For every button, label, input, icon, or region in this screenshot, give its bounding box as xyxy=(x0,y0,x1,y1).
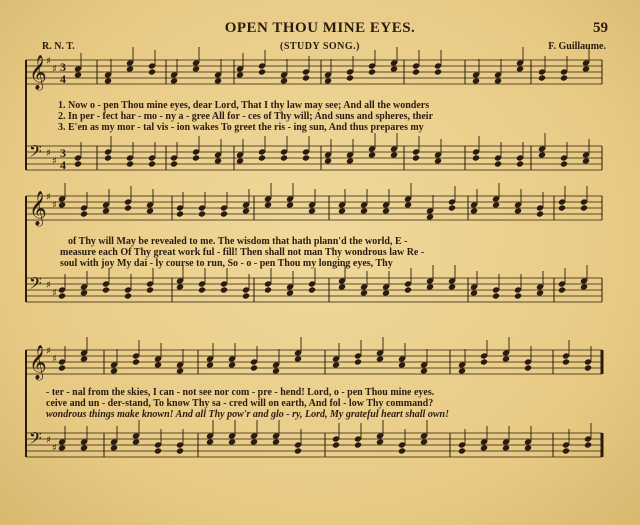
lyric-line: 1. Now o - pen Thou mine eyes, dear Lord, That I thy law may see; And all the wonders xyxy=(58,100,430,111)
note-head xyxy=(580,204,588,211)
note-head xyxy=(514,292,522,299)
lyric-line: 3. E'en as my mor - tal vis - ion wakes To greet the ris - ing sun, And thus prepares my xyxy=(58,122,424,133)
song-title: OPEN THOU MINE EYES. xyxy=(224,20,416,36)
note-head xyxy=(494,77,502,84)
sharp-icon: ♯ xyxy=(46,56,51,67)
note-head xyxy=(242,207,250,214)
treble-clef-icon: 𝄞 xyxy=(29,191,47,226)
note-head xyxy=(376,355,384,362)
note-head xyxy=(562,447,570,454)
note-head xyxy=(502,444,510,451)
note-head xyxy=(560,74,568,81)
note-head xyxy=(562,358,570,365)
note-head xyxy=(154,447,162,454)
note-head xyxy=(132,438,140,445)
note-head xyxy=(426,283,434,290)
sharp-icon: ♯ xyxy=(46,148,51,159)
note-head xyxy=(412,68,420,75)
note-head xyxy=(110,444,118,451)
note-head xyxy=(472,154,480,161)
note-head xyxy=(170,77,178,84)
note-head xyxy=(560,160,568,167)
lyric-line: ceive and un - der-stand, To know Thy sa - cred will on earth, And fol - low Thy command? xyxy=(46,398,434,409)
note-head xyxy=(480,444,488,451)
note-head xyxy=(448,204,456,211)
note-head xyxy=(426,213,434,220)
note-head xyxy=(434,157,442,164)
note-head xyxy=(382,207,390,214)
sharp-icon: ♯ xyxy=(52,200,57,211)
note-head xyxy=(524,364,532,371)
sharp-icon: ♯ xyxy=(46,280,51,291)
note-head xyxy=(516,160,524,167)
note-head xyxy=(206,361,214,368)
note-head xyxy=(198,210,206,217)
note-head xyxy=(502,355,510,362)
note-head xyxy=(220,286,228,293)
note-head xyxy=(272,367,280,374)
note-head xyxy=(538,151,546,158)
note-head xyxy=(494,160,502,167)
note-head xyxy=(470,207,478,214)
bass-clef-icon: 𝄢 xyxy=(29,141,42,165)
note-head xyxy=(536,210,544,217)
lyric-line: 2. In per - fect har - mo - ny a - gree All for - ces of Thy will; And suns and spheres, their xyxy=(58,111,434,122)
note-head xyxy=(332,441,340,448)
lyric-line: of Thy will May be revealed to me. The wisdom that hath plann'd the world, E - xyxy=(68,236,408,247)
note-head xyxy=(236,157,244,164)
note-head xyxy=(80,210,88,217)
note-head xyxy=(264,286,272,293)
note-head xyxy=(124,204,132,211)
note-head xyxy=(492,292,500,299)
note-head xyxy=(558,204,566,211)
note-head xyxy=(412,154,420,161)
lyricist-credit: R. N. T. xyxy=(42,41,75,52)
note-head xyxy=(324,157,332,164)
note-head xyxy=(228,438,236,445)
note-head xyxy=(324,77,332,84)
note-head xyxy=(58,292,66,299)
lyric-line: - ter - nal from the skies, I can - not see nor com - pre - hend! Lord, o - pen Thou mine eyes. xyxy=(46,387,435,398)
note-head xyxy=(492,201,500,208)
sharp-icon: ♯ xyxy=(46,192,51,203)
note-head xyxy=(368,151,376,158)
note-head xyxy=(584,364,592,371)
note-head xyxy=(110,367,118,374)
note-head xyxy=(514,207,522,214)
note-head xyxy=(360,207,368,214)
note-head xyxy=(280,77,288,84)
note-head xyxy=(354,358,362,365)
note-head xyxy=(74,71,82,78)
note-head xyxy=(420,367,428,374)
note-head xyxy=(242,292,250,299)
time-signature-numerator: 3 xyxy=(60,60,66,74)
note-head xyxy=(390,65,398,72)
note-head xyxy=(170,160,178,167)
note-head xyxy=(102,286,110,293)
note-head xyxy=(176,283,184,290)
note-head xyxy=(192,154,200,161)
note-head xyxy=(58,444,66,451)
note-head xyxy=(58,364,66,371)
note-head xyxy=(104,77,112,84)
note-head xyxy=(236,71,244,78)
note-head xyxy=(338,283,346,290)
note-head xyxy=(214,157,222,164)
note-head xyxy=(228,361,236,368)
note-head xyxy=(448,283,456,290)
time-signature-numerator: 3 xyxy=(60,146,66,160)
lyric-line: wondrous things make known! And all Thy pow'r and glo - ry, Lord, My grateful heart shall own! xyxy=(46,409,449,420)
note-head xyxy=(176,210,184,217)
sharp-icon: ♯ xyxy=(52,64,57,75)
note-head xyxy=(80,355,88,362)
note-head xyxy=(472,77,480,84)
note-head xyxy=(382,289,390,296)
note-head xyxy=(524,444,532,451)
note-head xyxy=(398,447,406,454)
note-head xyxy=(102,207,110,214)
note-head xyxy=(176,447,184,454)
note-head xyxy=(308,286,316,293)
note-head xyxy=(250,364,258,371)
note-head xyxy=(390,151,398,158)
note-head xyxy=(272,438,280,445)
treble-clef-icon: 𝄞 xyxy=(29,345,47,380)
note-head xyxy=(302,74,310,81)
sharp-icon: ♯ xyxy=(52,288,57,299)
note-head xyxy=(308,207,316,214)
note-head xyxy=(538,74,546,81)
sharp-icon: ♯ xyxy=(52,443,57,454)
note-head xyxy=(132,358,140,365)
note-head xyxy=(192,65,200,72)
note-head xyxy=(198,286,206,293)
sharp-icon: ♯ xyxy=(46,435,51,446)
note-head xyxy=(354,441,362,448)
note-head xyxy=(154,361,162,368)
note-head xyxy=(124,292,132,299)
time-signature-denominator: 4 xyxy=(60,158,66,172)
note-head xyxy=(126,160,134,167)
note-head xyxy=(302,154,310,161)
note-head xyxy=(516,65,524,72)
note-head xyxy=(104,154,112,161)
note-head xyxy=(404,286,412,293)
note-head xyxy=(398,361,406,368)
note-head xyxy=(584,441,592,448)
note-head xyxy=(332,361,340,368)
note-head xyxy=(376,438,384,445)
note-head xyxy=(558,286,566,293)
note-head xyxy=(220,210,228,217)
note-head xyxy=(264,201,272,208)
note-head xyxy=(470,289,478,296)
page-number: 59 xyxy=(593,20,608,36)
treble-clef-icon: 𝄞 xyxy=(29,55,47,90)
note-head xyxy=(536,289,544,296)
lyric-line: measure each Of Thy great work ful - fill! Then shall not man Thy wondrous law Re - xyxy=(60,247,425,258)
note-head xyxy=(148,160,156,167)
note-head xyxy=(126,65,134,72)
note-head xyxy=(258,154,266,161)
note-head xyxy=(286,201,294,208)
note-head xyxy=(420,438,428,445)
note-head xyxy=(250,438,258,445)
note-head xyxy=(582,157,590,164)
note-head xyxy=(294,447,302,454)
note-head xyxy=(346,74,354,81)
note-head xyxy=(580,283,588,290)
note-head xyxy=(280,154,288,161)
note-head xyxy=(582,65,590,72)
note-head xyxy=(214,77,222,84)
note-head xyxy=(146,286,154,293)
composer-credit: F. Guillaume. xyxy=(548,41,606,52)
note-head xyxy=(206,438,214,445)
note-head xyxy=(346,157,354,164)
note-head xyxy=(80,289,88,296)
lyric-line: soul with joy My dai - ly course to run, So - o - pen Thou my longing eyes, Thy xyxy=(60,258,393,269)
note-head xyxy=(404,201,412,208)
note-head xyxy=(58,201,66,208)
note-head xyxy=(74,160,82,167)
sharp-icon: ♯ xyxy=(46,346,51,357)
bass-clef-icon: 𝄢 xyxy=(29,428,42,452)
note-head xyxy=(286,289,294,296)
time-signature-denominator: 4 xyxy=(60,72,66,86)
note-head xyxy=(480,358,488,365)
note-head xyxy=(146,207,154,214)
note-head xyxy=(148,68,156,75)
note-head xyxy=(434,68,442,75)
note-head xyxy=(458,367,466,374)
sharp-icon: ♯ xyxy=(52,156,57,167)
note-head xyxy=(294,355,302,362)
note-head xyxy=(80,444,88,451)
note-head xyxy=(458,447,466,454)
note-head xyxy=(360,289,368,296)
bass-clef-icon: 𝄢 xyxy=(29,273,42,297)
sharp-icon: ♯ xyxy=(52,354,57,365)
song-subtitle: (STUDY SONG.) xyxy=(279,41,361,52)
note-head xyxy=(338,207,346,214)
note-head xyxy=(176,367,184,374)
note-head xyxy=(368,68,376,75)
note-head xyxy=(258,68,266,75)
